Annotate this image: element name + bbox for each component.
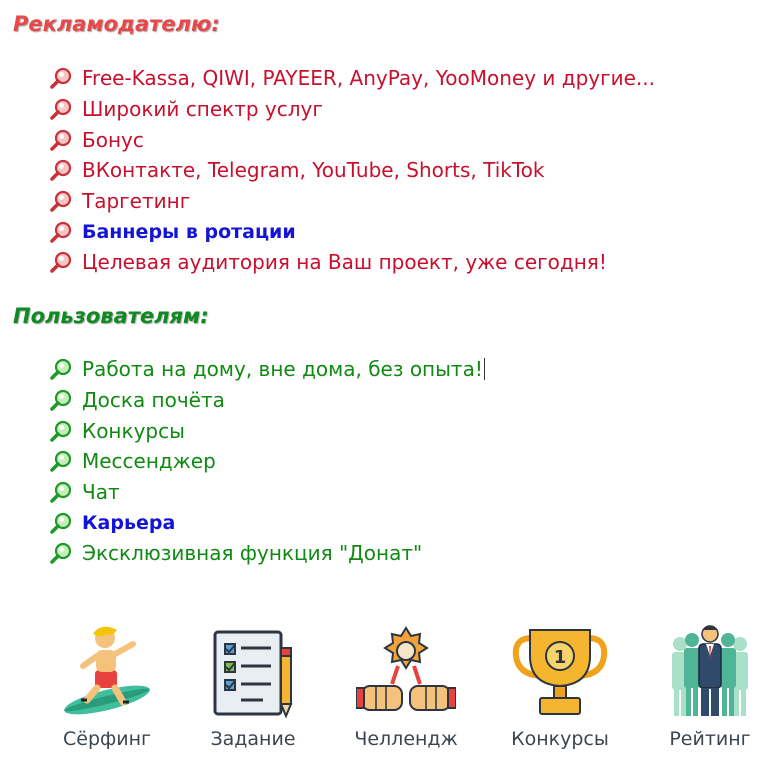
nav-contests-label: Конкурсы (511, 728, 609, 750)
nav-surfing-label: Сёрфинг (62, 728, 151, 750)
advertisers-item (48, 216, 655, 247)
users-item-label: Карьера (82, 511, 176, 534)
nav-rating-label: Рейтинг (669, 728, 751, 750)
nav-challenge-label: Челлендж (354, 728, 458, 750)
magnifier-green-icon (48, 479, 74, 505)
nav-task-label: Задание (210, 728, 296, 750)
nav-contests[interactable] (500, 622, 620, 750)
advertisers-item (48, 94, 655, 125)
users-item-label: Доска почёта (82, 388, 225, 413)
business-people-icon (660, 622, 760, 722)
users-item (48, 446, 485, 477)
advertisers-item (48, 63, 655, 94)
advertisers-item-label: Баннеры в ротации (82, 220, 296, 243)
bottom-nav (0, 622, 779, 762)
advertisers-list (48, 63, 655, 278)
users-item-label: Эксклюзивная функция "Донат" (82, 541, 423, 566)
users-title: Пользователям: (13, 304, 209, 328)
magnifier-green-icon (48, 418, 74, 444)
magnifier-green-icon (48, 510, 74, 536)
magnifier-red-icon (48, 249, 74, 275)
advertisers-item (48, 155, 655, 186)
users-item (48, 354, 485, 385)
users-item-label: Мессенджер (82, 449, 216, 474)
text-cursor (484, 358, 485, 380)
magnifier-red-icon (48, 188, 74, 214)
magnifier-green-icon (48, 448, 74, 474)
nav-surfing[interactable] (47, 622, 167, 750)
task-checklist-icon (203, 622, 303, 722)
users-item (48, 507, 485, 538)
fist-bump-medal-icon (356, 622, 456, 722)
advertisers-item-label: ВКонтакте, Telegram, YouTube, Shorts, TikTok (82, 158, 545, 183)
advertisers-item-label: Free-Kassa, QIWI, PAYEER, AnyPay, YooMoney и другие... (82, 66, 655, 91)
advertisers-item-label: Широкий спектр услуг (82, 97, 323, 122)
users-item (48, 415, 485, 446)
svg-text:1: 1 (553, 647, 567, 668)
advertisers-item-label: Целевая аудитория на Ваш проект, уже сегодня! (82, 250, 607, 275)
nav-task[interactable] (193, 622, 313, 750)
magnifier-green-icon (48, 356, 74, 382)
users-item (48, 477, 485, 508)
magnifier-green-icon (48, 387, 74, 413)
users-item-label: Конкурсы (82, 418, 185, 443)
advertisers-item (48, 186, 655, 217)
users-item (48, 385, 485, 416)
nav-rating[interactable] (650, 622, 770, 750)
magnifier-red-icon (48, 96, 74, 122)
magnifier-red-icon (48, 219, 74, 245)
advertisers-item-label: Таргетинг (82, 189, 191, 214)
users-item (48, 538, 485, 569)
users-list (48, 354, 485, 569)
advertisers-item (48, 247, 655, 278)
magnifier-red-icon (48, 127, 74, 153)
magnifier-green-icon (48, 540, 74, 566)
users-item-label: Работа на дому, вне дома, без опыта! (82, 357, 483, 382)
trophy-icon (510, 622, 610, 722)
advertisers-item (48, 124, 655, 155)
advertisers-title: Рекламодателю: (13, 12, 220, 36)
users-item-label: Чат (82, 480, 120, 505)
advertisers-item-label: Бонус (82, 127, 144, 152)
surfer-icon (57, 622, 157, 722)
magnifier-red-icon (48, 157, 74, 183)
nav-challenge[interactable] (346, 622, 466, 750)
magnifier-red-icon (48, 65, 74, 91)
